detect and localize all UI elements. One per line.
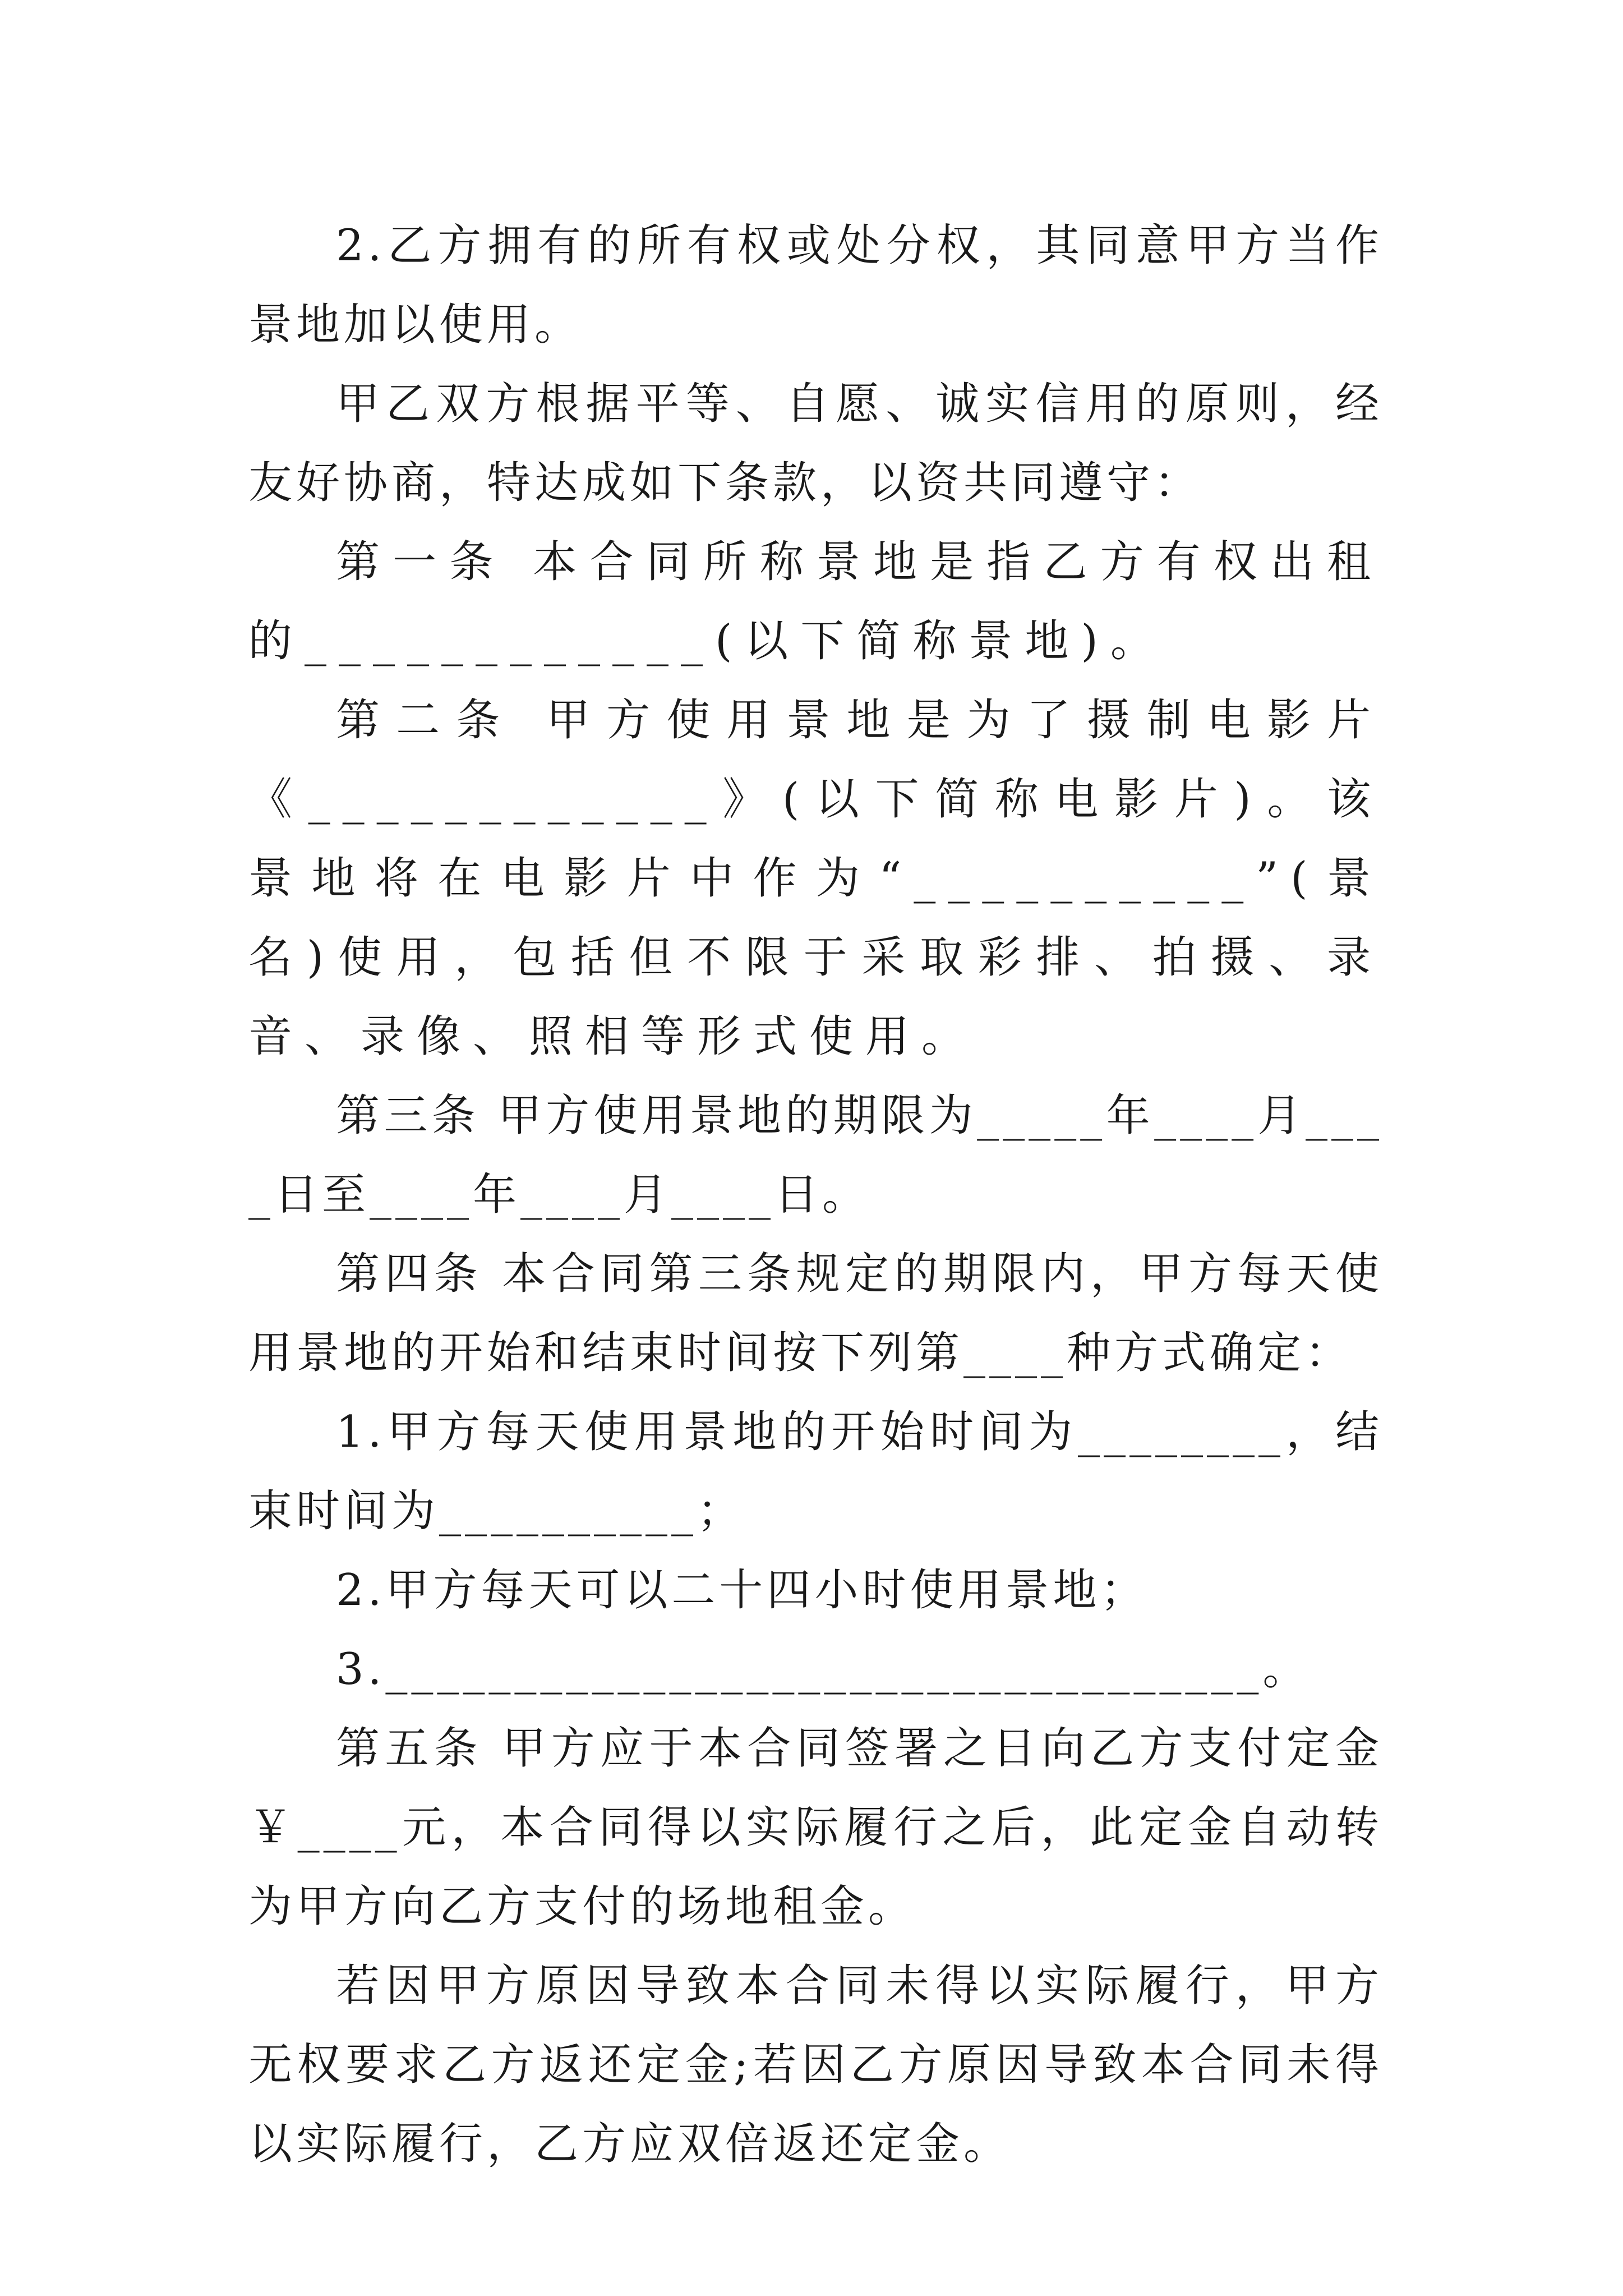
paragraph-article-3: 第三条 甲方使用景地的期限为_____年____月____日至____年____月____日。 [248, 1091, 1383, 1220]
paragraph-article-4-option-1: 1.甲方每天使用景地的开始时间为________，结束时间为__________； [248, 1407, 1383, 1536]
paragraph-article-1: 第一条 本合同所称景地是指乙方有权出租的____________(以下简称景地)。 [248, 537, 1383, 666]
contract-body [248, 206, 1383, 2184]
paragraph-article-2: 第二条 甲方使用景地是为了摄制电影片《____________》(以下简称电影片)。该景地将在电影片中作为“__________”(景名)使用，包括但不限于采取彩排、拍摄、录音、录像、照相等形式使用。 [248, 695, 1383, 1062]
paragraph-preamble-principles: 甲乙双方根据平等、自愿、诚实信用的原则，经友好协商，特达成如下条款，以资共同遵守： [248, 379, 1383, 508]
paragraph-deposit-terms: 若因甲方原因导致本合同未得以实际履行，甲方无权要求乙方返还定金;若因乙方原因导致本合同未得以实际履行，乙方应双倍返还定金。 [248, 1961, 1383, 2169]
paragraph-article-4-option-2: 2.甲方每天可以二十四小时使用景地； [336, 1565, 1149, 1616]
paragraph-article-4-option-3: 3.__________________________________。 [336, 1644, 1311, 1695]
paragraph-article-4: 第四条 本合同第三条规定的期限内，甲方每天使用景地的开始和结束时间按下列第____种方式确定： [248, 1249, 1383, 1378]
paragraph-clause-2-ownership: 2.乙方拥有的所有权或处分权，其同意甲方当作景地加以使用。 [248, 220, 1383, 350]
paragraph-article-5: 第五条 甲方应于本合同签署之日向乙方支付定金￥____元，本合同得以实际履行之后，此定金自动转为甲方向乙方支付的场地租金。 [248, 1723, 1383, 1932]
